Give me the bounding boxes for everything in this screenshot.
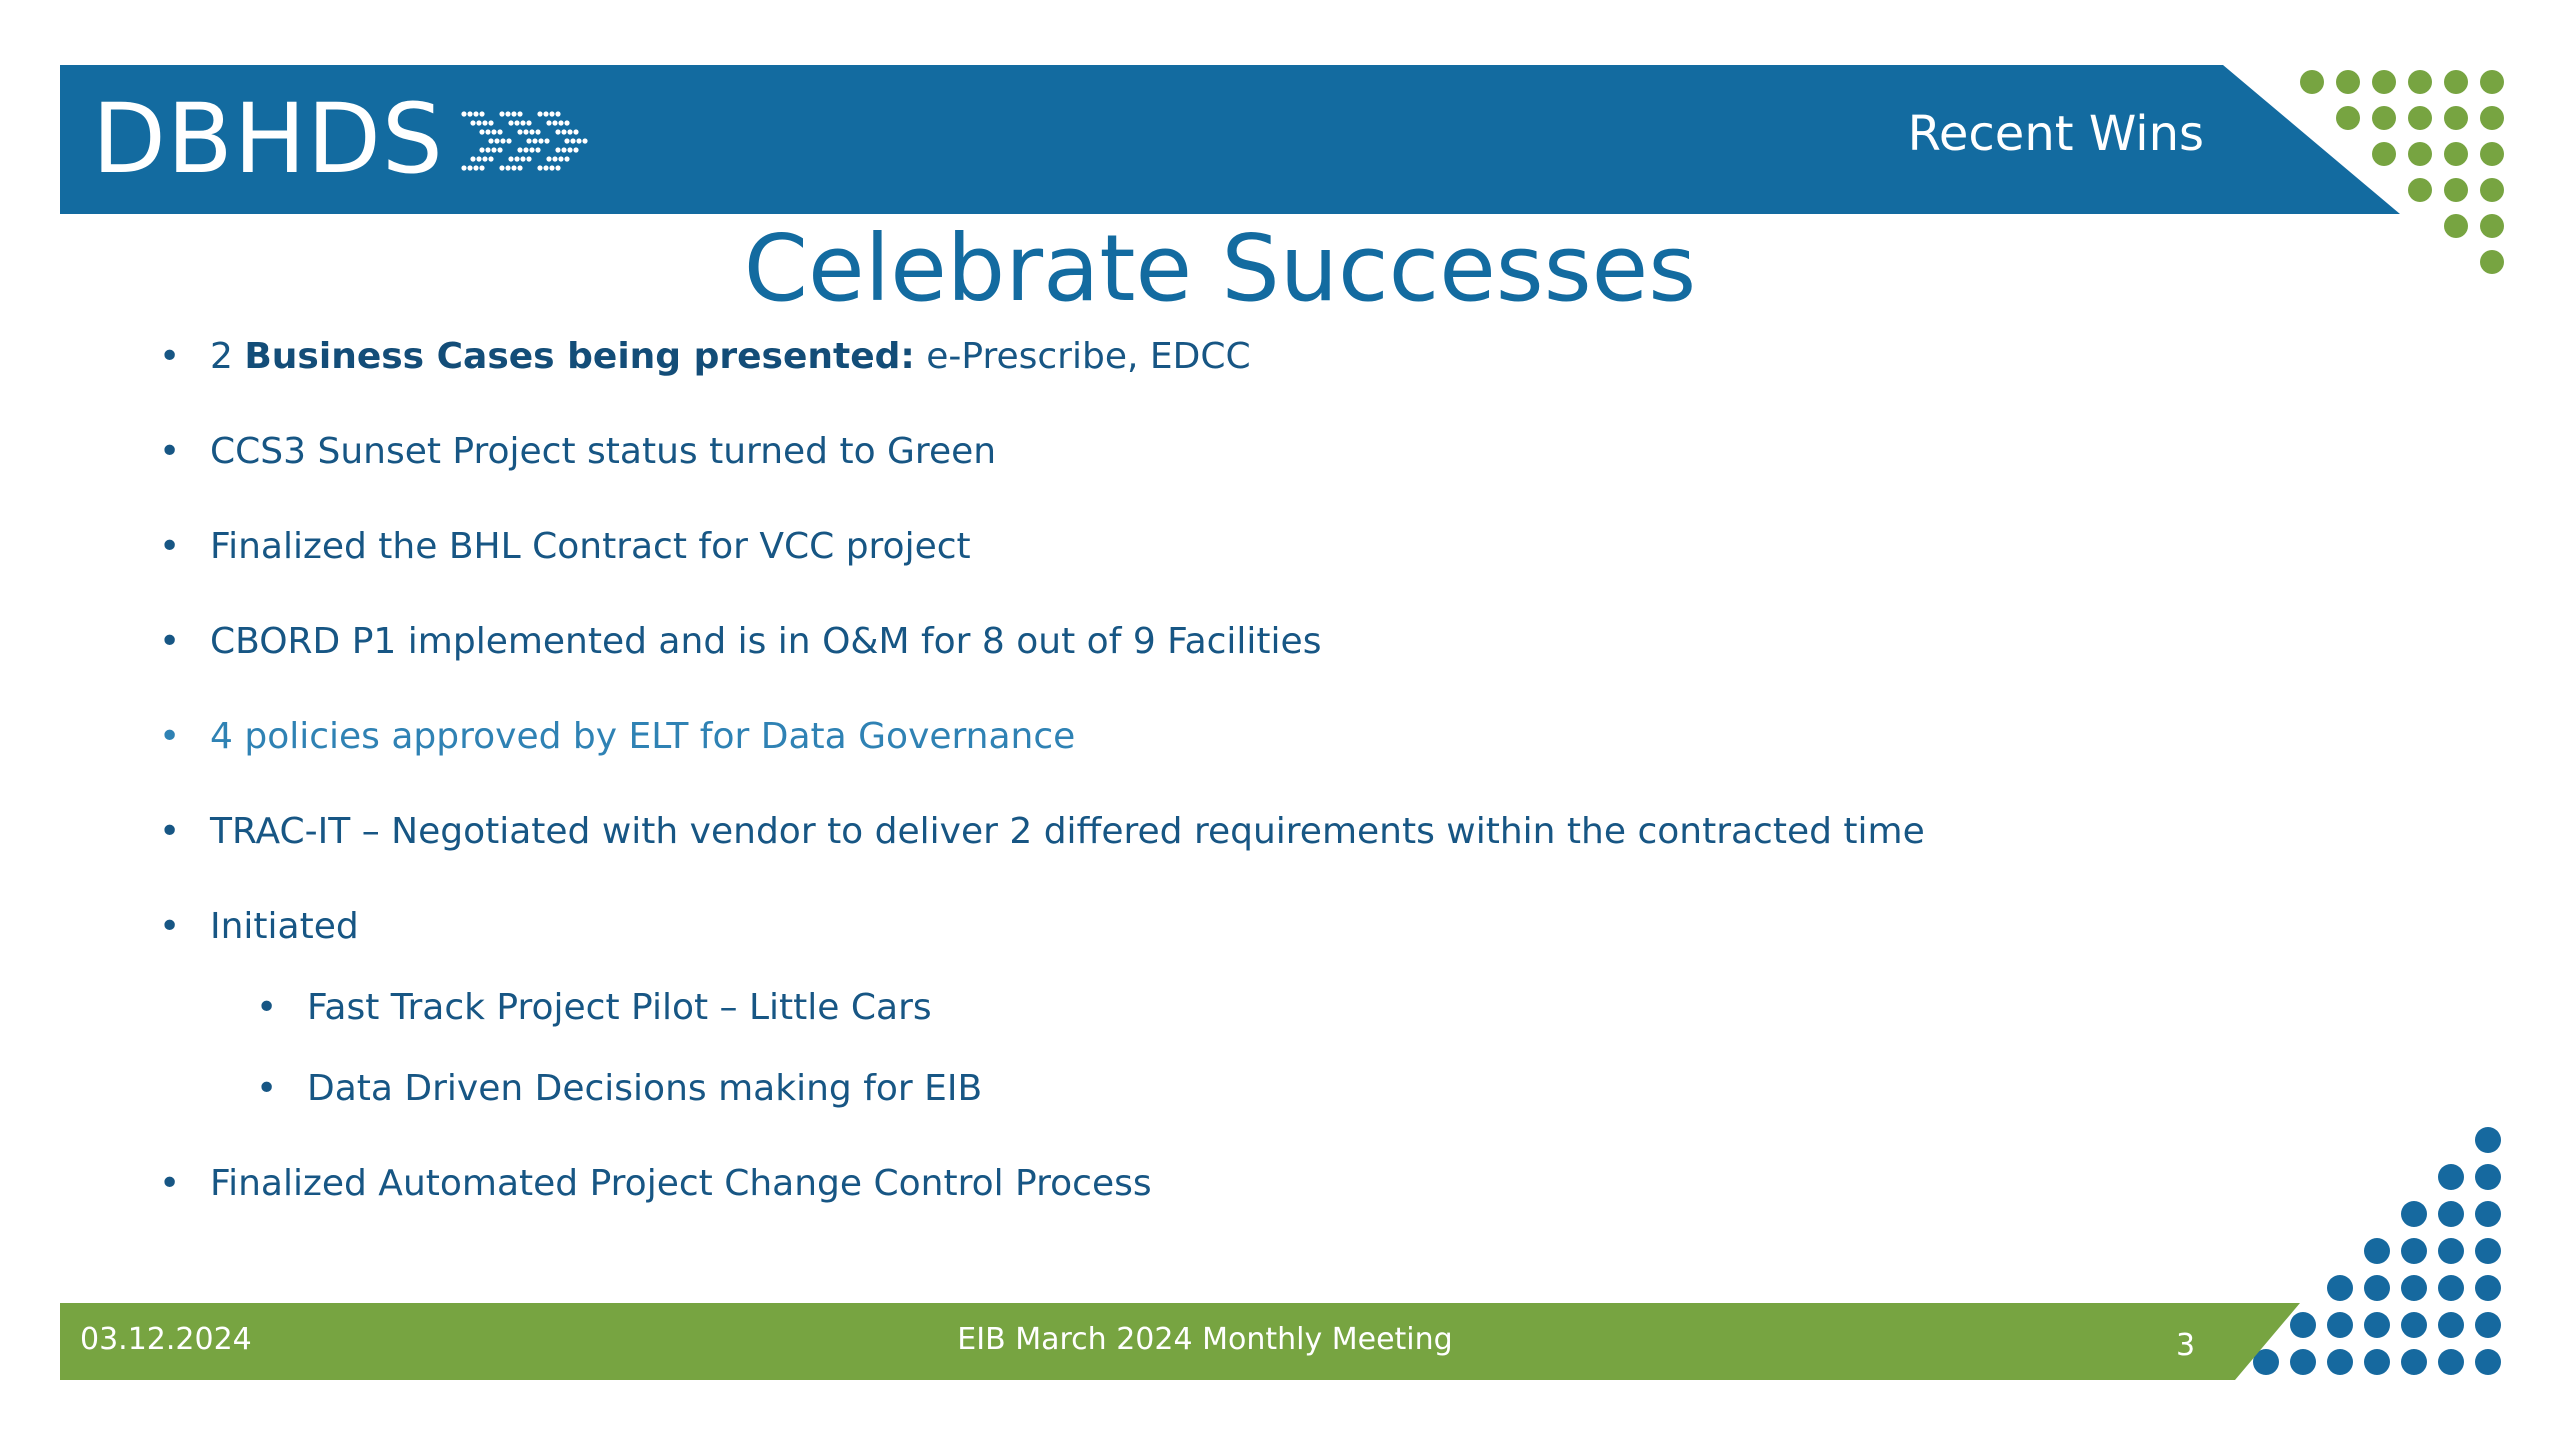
bullet-dot-icon: •	[159, 526, 181, 567]
item-text: Initiated	[210, 906, 359, 947]
bullet-dot-icon: •	[159, 621, 181, 662]
section-label: Recent Wins	[1907, 106, 2204, 162]
page-title: Celebrate Successes	[743, 215, 1697, 322]
item-text: 4 policies approved by ELT for Data Governance	[210, 716, 1076, 757]
bullet-list	[155, 335, 2255, 1257]
list-item	[155, 810, 2255, 905]
item-text: Finalized the BHL Contract for VCC project	[210, 526, 971, 567]
list-item	[155, 335, 2255, 430]
item-text: Data Driven Decisions making for EIB	[307, 1068, 983, 1109]
chevron-arrows-icon	[450, 103, 600, 179]
logo-text: DBHDS	[92, 83, 444, 195]
bullet-dot-icon: •	[159, 431, 181, 472]
list-item	[155, 905, 2255, 986]
sub-list-item	[252, 986, 2255, 1067]
bullet-dot-icon: •	[256, 1068, 278, 1109]
bullet-dot-icon: •	[159, 1163, 181, 1204]
item-bold: Business Cases being presented:	[244, 336, 915, 377]
footer-date: 03.12.2024	[80, 1322, 252, 1357]
list-item	[155, 620, 2255, 715]
list-item	[155, 525, 2255, 620]
item-text: Fast Track Project Pilot – Little Cars	[307, 987, 932, 1028]
bullet-dot-icon: •	[256, 987, 278, 1028]
item-text: TRAC-IT – Negotiated with vendor to deliver 2 differed requirements within the contracted time	[210, 811, 1925, 852]
page-number: 3	[2176, 1328, 2196, 1363]
list-item	[155, 430, 2255, 525]
bullet-dot-icon: •	[159, 336, 181, 377]
bullet-dot-icon: •	[159, 811, 181, 852]
item-text: CBORD P1 implemented and is in O&M for 8 out of 9 Facilities	[210, 621, 1322, 662]
list-item	[155, 1162, 2255, 1257]
item-text: Finalized Automated Project Change Control Process	[210, 1163, 1152, 1204]
item-rest: e-Prescribe, EDCC	[914, 336, 1251, 377]
bullet-dot-icon: •	[159, 716, 181, 757]
list-item	[155, 715, 2255, 810]
item-prefix: 2	[210, 336, 245, 377]
bullet-dot-icon: •	[159, 906, 181, 947]
item-text: CCS3 Sunset Project status turned to Green	[210, 431, 997, 472]
footer-meeting-title: EIB March 2024 Monthly Meeting	[957, 1322, 1453, 1357]
dbhds-logo	[92, 84, 600, 194]
sub-list-item	[252, 1067, 2255, 1162]
